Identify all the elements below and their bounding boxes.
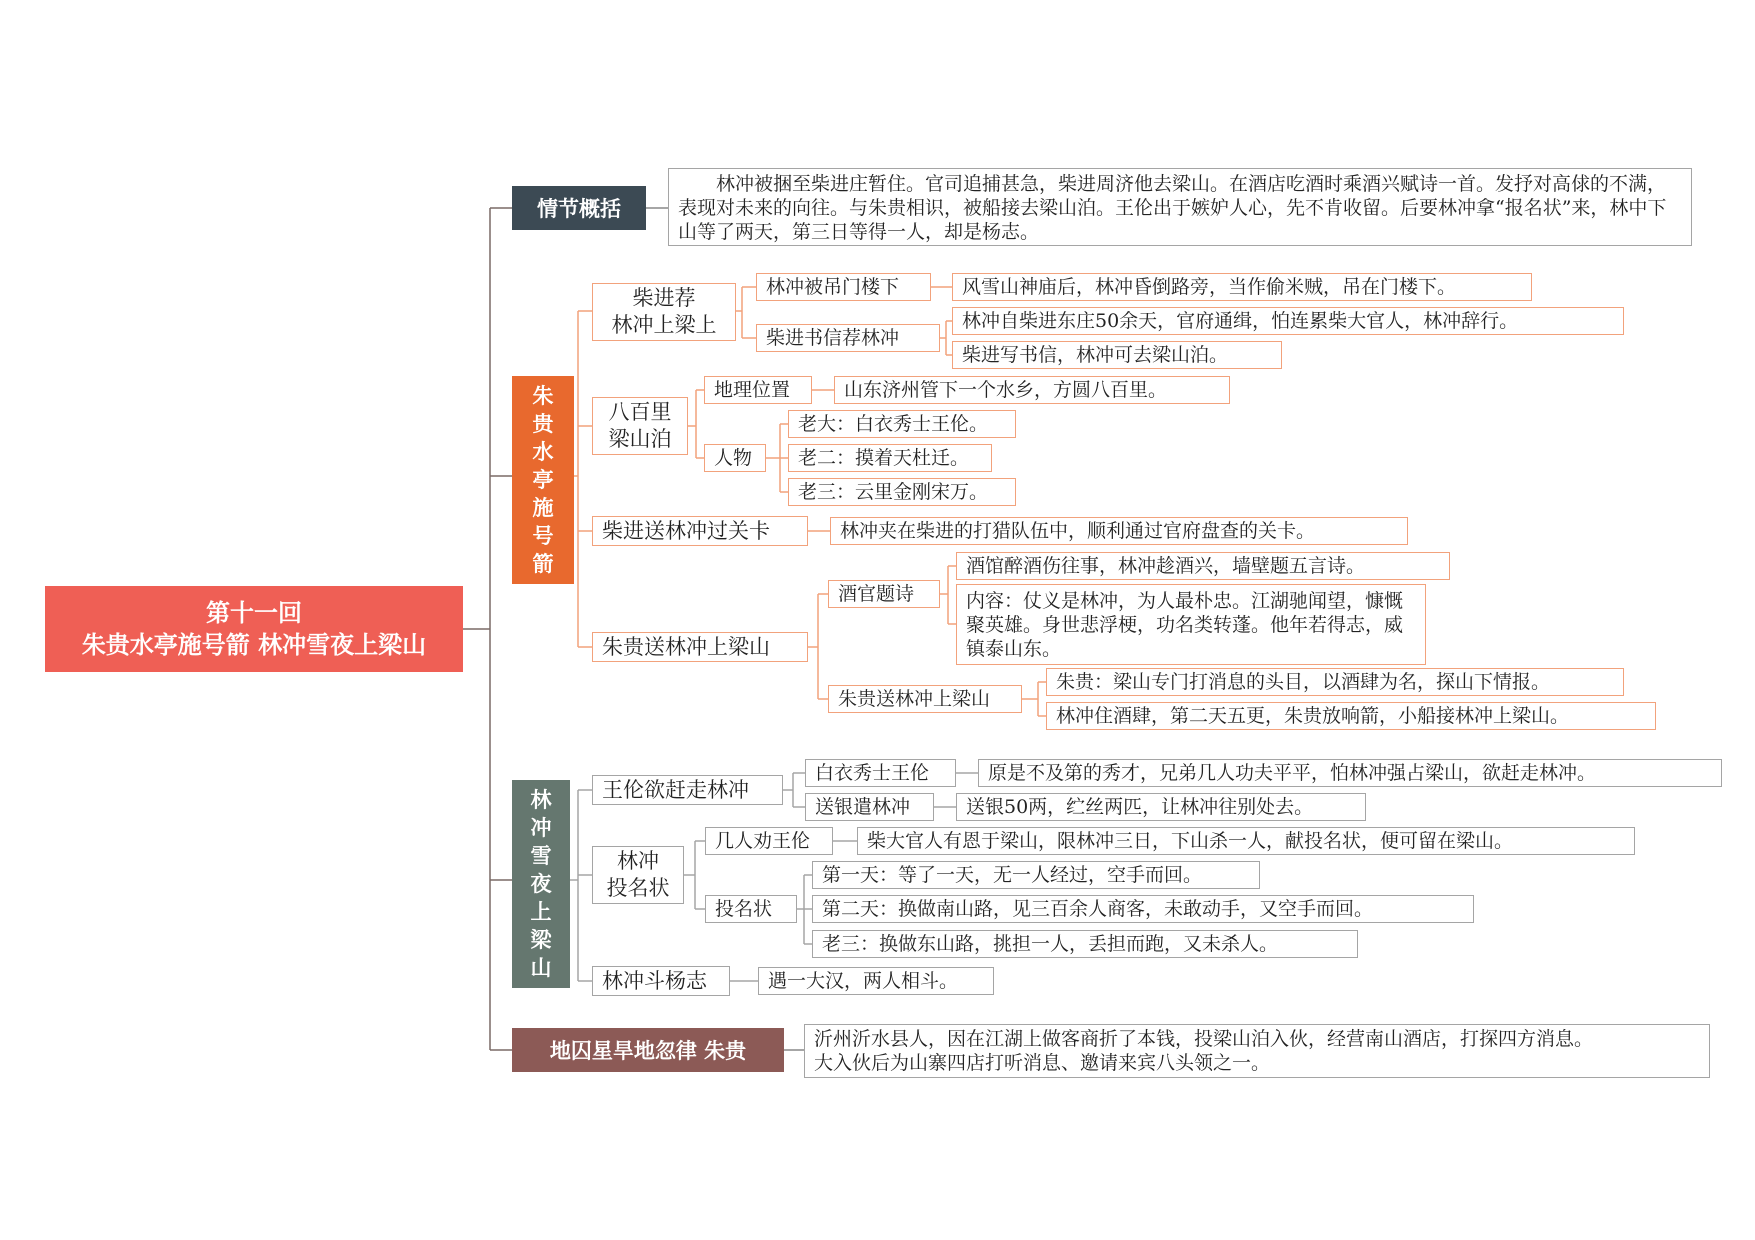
node-guanka: 柴进送林冲过关卡 — [592, 516, 808, 546]
text-xin-2: 柴进写书信，林冲可去梁山泊。 — [952, 341, 1282, 369]
text-renwu-1: 老大：白衣秀士王伦。 — [788, 410, 1016, 438]
root-title-line2: 朱贵水亭施号箭 林冲雪夜上梁山 — [81, 631, 427, 659]
node-song-sub: 朱贵送林冲上梁山 — [828, 685, 1022, 713]
node-diao: 林冲被吊门楼下 — [756, 273, 931, 301]
text-guanka: 林冲夹在柴进的打猎队伍中，顺利通过官府盘查的关卡。 — [830, 517, 1408, 545]
text-songyin: 送银50两，纻丝两匹，让林冲往别处去。 — [956, 793, 1366, 821]
text-dili: 山东济州管下一个水乡，方圆八百里。 — [834, 376, 1230, 404]
branch-profile: 地囚星旱地忽律 朱贵 — [512, 1028, 784, 1072]
text-quan: 柴大官人有恩于梁山，限林冲三日，下山杀一人，献投名状，便可留在梁山。 — [857, 827, 1635, 855]
branch-summary: 情节概括 — [512, 186, 646, 230]
root-title — [45, 586, 463, 672]
profile-text — [804, 1024, 1710, 1078]
text-zhuang-1: 第一天：等了一天，无一人经过，空手而回。 — [812, 861, 1260, 889]
node-wanglun: 王伦欲赶走林冲 — [592, 775, 783, 805]
text-zhuang-3: 老三：换做东山路，挑担一人，丢担而跑，又未杀人。 — [812, 930, 1358, 958]
node-quan: 几人劝王伦 — [705, 827, 833, 855]
text-xin-1: 林冲自柴进东庄50余天，官府通缉，怕连累柴大官人，林冲辞行。 — [952, 307, 1624, 335]
text-song-1: 朱贵：梁山专门打消息的头目，以酒肆为名，探山下情报。 — [1046, 668, 1624, 696]
node-yangzhi: 林冲斗杨志 — [592, 966, 730, 996]
text-poem-2: 内容：仗义是林冲，为人最朴忠。江湖驰闻望，慷慨聚英雄。身世悲浮梗，功名类转蓬。他年若得志，威镇泰山东。 — [956, 584, 1426, 665]
node-songyin: 送银遣林冲 — [805, 793, 934, 821]
node-baiyi: 白衣秀士王伦 — [805, 759, 956, 787]
node-dili: 地理位置 — [704, 376, 812, 404]
profile-text-2: 大入伙后为山寨四店打听消息、邀请来宾八头领之一。 — [814, 1052, 1271, 1074]
branch-zhugui: 朱 贵 水 亭 施 号 箭 — [512, 376, 574, 584]
text-zhuang-2: 第二天：换做南山路，见三百余人商客，未敢动手，又空手而回。 — [812, 895, 1474, 923]
text-renwu-2: 老二：摸着天杜迁。 — [788, 444, 992, 472]
branch-linchong: 林 冲 雪 夜 上 梁 山 — [512, 780, 570, 988]
node-xin: 柴进书信荐林冲 — [756, 324, 940, 352]
node-babaili: 八百里 梁山泊 — [592, 397, 688, 455]
node-poem: 酒官题诗 — [828, 580, 940, 608]
text-diao: 风雪山神庙后，林冲昏倒路旁，当作偷米贼，吊在门楼下。 — [952, 273, 1532, 301]
node-song: 朱贵送林冲上梁山 — [592, 632, 808, 662]
profile-text-1: 沂州沂水县人，因在江湖上做客商折了本钱，投梁山泊入伙，经营南山酒店，打探四方消息。 — [814, 1028, 1594, 1050]
text-song-2: 林冲住酒肆，第二天五更，朱贵放响箭，小船接林冲上梁山。 — [1046, 702, 1656, 730]
summary-text: 林冲被捆至柴进庄暂住。官司追捕甚急，柴进周济他去梁山。在酒店吃酒时乘酒兴赋诗一首。发抒对高俅的不满，表现对未来的向往。与朱贵相识，被船接去梁山泊。王伦出于嫉妒人心，先不肯收留。后要林冲拿“报名状”来，林中下山等了两天，第三日等得一人，却是杨志。 — [668, 168, 1692, 246]
node-toumingzhuang: 林冲 投名状 — [592, 846, 684, 904]
text-renwu-3: 老三：云里金刚宋万。 — [788, 478, 1016, 506]
text-baiyi: 原是不及第的秀才，兄弟几人功夫平平，怕林冲强占梁山，欲赶走林冲。 — [978, 759, 1722, 787]
node-zhuang: 投名状 — [705, 895, 797, 923]
text-poem-1: 酒馆醉酒伤往事，林冲趁酒兴，墙壁题五言诗。 — [956, 552, 1450, 580]
node-chaijian: 柴进荐 林冲上梁上 — [592, 283, 736, 341]
node-renwu: 人物 — [704, 444, 766, 472]
text-yangzhi: 遇一大汉，两人相斗。 — [758, 967, 994, 995]
root-title-line1: 第十一回 — [206, 599, 302, 627]
